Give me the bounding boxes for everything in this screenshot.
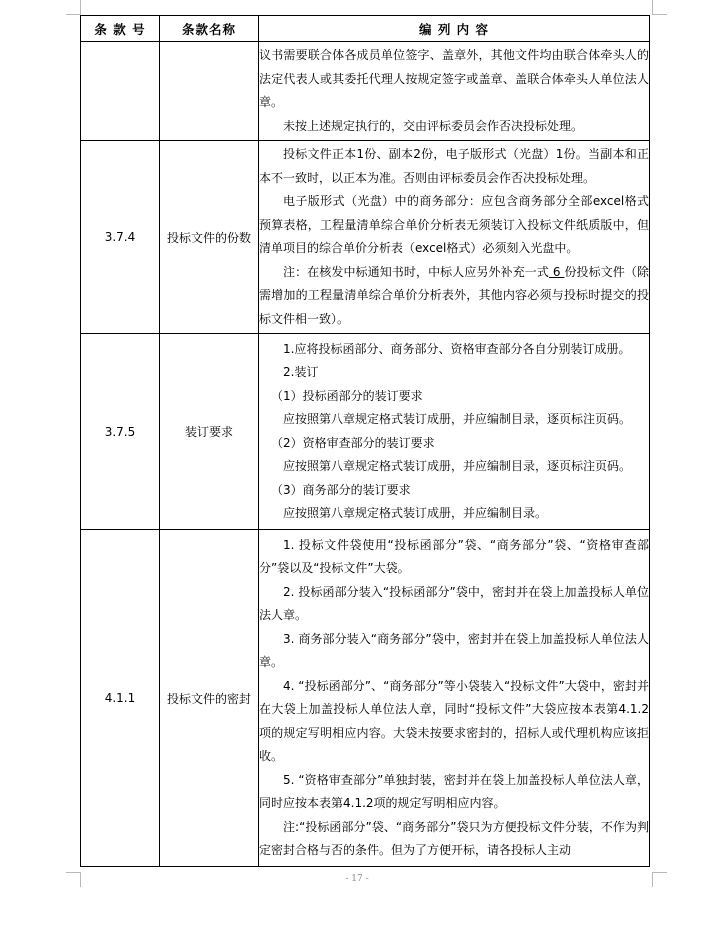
header-content: 编 列 内 容 — [259, 16, 650, 42]
clause-name: 装订要求 — [160, 334, 259, 530]
content-paragraph: 1. 投标文件袋使用“投标函部分”袋、“商务部分”袋、“资格审查部分”袋以及“投标文件”大袋。 — [259, 537, 649, 575]
content-paragraph: （3）商务部分的装订要求 — [271, 482, 411, 497]
content-paragraph: 注:“投标函部分”袋、“商务部分”袋只为方便投标文件分装，不作为判定密封合格与否的条件。但为了方便开标，请各投标人主动 — [259, 819, 649, 857]
content-paragraph: 应按照第八章规定格式装订成册，并应编制目录，逐页标注页码。 — [283, 412, 632, 426]
content-paragraph: 2. 投标函部分装入“投标函部分”袋中，密封并在袋上加盖投标人单位法人章。 — [259, 584, 649, 622]
content-paragraph: 3. 商务部分装入“商务部分”袋中，密封并在袋上加盖投标人单位法人章。 — [259, 631, 649, 669]
content-paragraph: 5. “资格审查部分”单独封装，密封并在袋上加盖投标人单位法人章，同时应按本表第4.1.2项的规定写明相应内容。 — [259, 772, 649, 810]
crop-mark-top-left — [66, 0, 81, 15]
clause-name — [160, 42, 259, 141]
table-row — [81, 42, 650, 141]
copies-count: 6 — [548, 264, 565, 279]
clause-content — [259, 334, 650, 530]
content-paragraph: 应按照第八章规定格式装订成册，并应编制目录。 — [283, 506, 548, 520]
content-paragraph: （2）资格审查部分的装订要求 — [271, 435, 435, 450]
table-row — [81, 141, 650, 334]
content-paragraph: 投标文件正本1份、副本2份，电子版形式（光盘）1份。当副本和正本不一致时，以正本为准。否则由评标委员会作否决投标处理。 — [259, 147, 649, 185]
header-clause-number: 条 款 号 — [81, 16, 160, 42]
crop-mark-top-right — [652, 0, 667, 15]
content-paragraph: （1）投标函部分的装订要求 — [271, 388, 423, 403]
clause-content — [259, 42, 650, 141]
page-number: - 17 - — [345, 874, 369, 884]
header-clause-name: 条款名称 — [160, 16, 259, 42]
bid-clause-table — [80, 15, 650, 867]
content-paragraph: 4. “投标函部分”、“商务部分”等小袋装入“投标文件”大袋中，密封并在大袋上加盖投标人单位法人章，同时“投标文件”大袋应按本表第4.1.2项的规定写明相应内容。大袋未按要求密封的，招标人或代理机构应该拒收。 — [259, 678, 649, 763]
note-text-before: 注：在核发中标通知书时，中标人应另外补充一式 — [283, 264, 549, 279]
content-paragraph: 未按上述规定执行的，交由评标委员会作否决投标处理。 — [283, 118, 584, 133]
content-paragraph: 2.装订 — [283, 365, 319, 379]
content-paragraph: 应按照第八章规定格式装订成册，并应编制目录，逐页标注页码。 — [283, 459, 632, 473]
clause-name: 投标文件的份数 — [160, 141, 259, 334]
content-paragraph: 1.应将投标函部分、商务部分、资格审查部分各自分别装订成册。 — [283, 341, 631, 356]
clause-content — [259, 141, 650, 334]
table-row — [81, 334, 650, 530]
table-row — [81, 530, 650, 867]
content-paragraph — [259, 261, 649, 332]
clause-name: 投标文件的密封 — [160, 530, 259, 867]
content-paragraph: 电子版形式（光盘）中的商务部分：应包含商务部分全部excel格式预算表格，工程量清单综合单价分析表无须装订入投标文件纸质版中，但清单项目的综合单价分析表（excel格式）必须刻入光盘中。 — [259, 194, 649, 255]
note-text-after: 份投标文件（除需增加的工程量清单综合单价分析表外，其他内容必须与投标时提交的投标文件相一致）。 — [259, 264, 649, 326]
clause-content — [259, 530, 650, 867]
clause-number: 3.7.5 — [81, 334, 160, 530]
content-paragraph: 议书需要联合体各成员单位签字、盖章外，其他文件均由联合体牵头人的法定代表人或其委托代理人按规定签字或盖章、盖联合体牵头人单位法人章。 — [259, 48, 649, 109]
table-header-row — [81, 16, 650, 42]
clause-number — [81, 42, 160, 141]
clause-number: 3.7.4 — [81, 141, 160, 334]
clause-number: 4.1.1 — [81, 530, 160, 867]
